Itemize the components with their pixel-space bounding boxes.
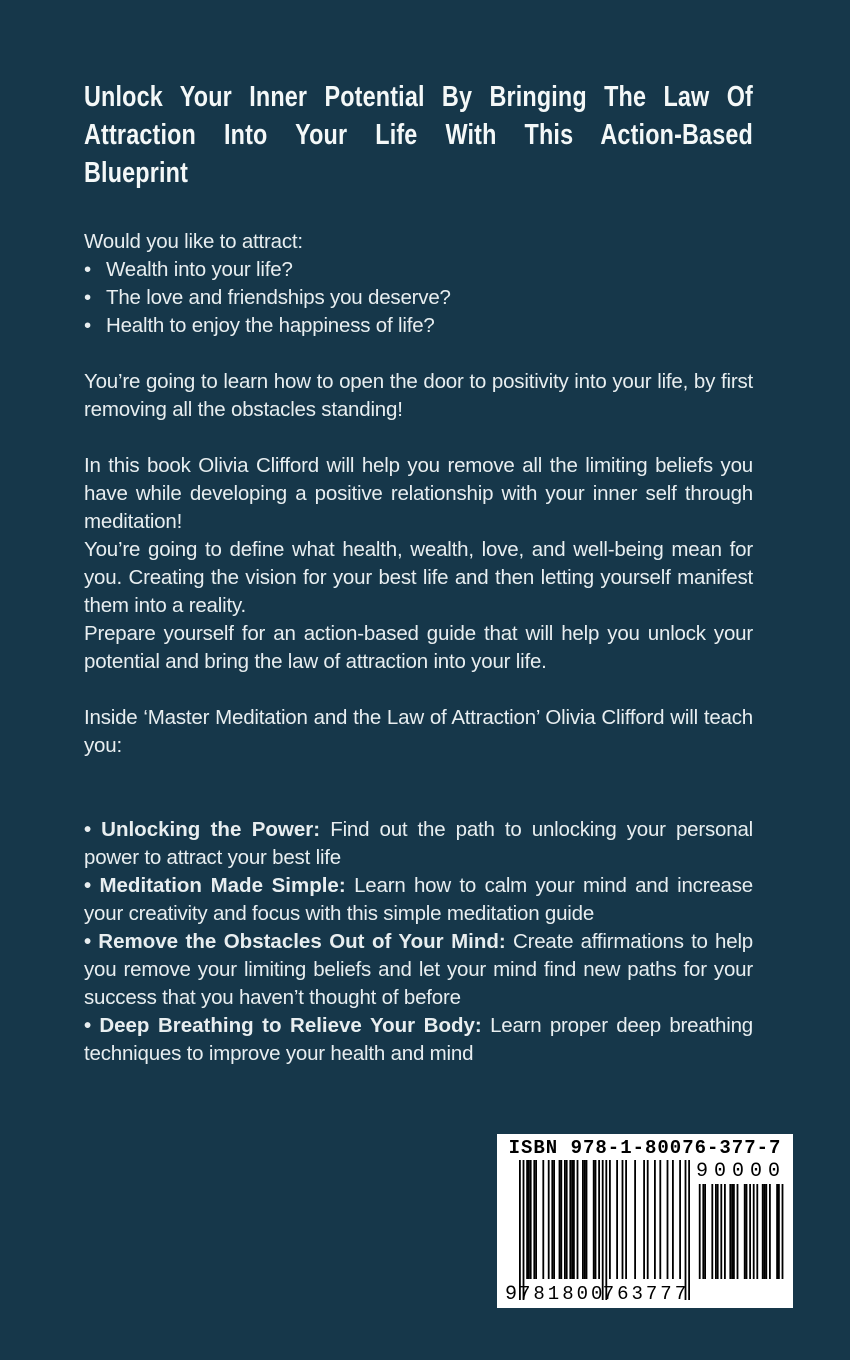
attract-item-text: The love and friendships you deserve? xyxy=(106,286,451,309)
svg-text:781800: 781800 xyxy=(518,1283,606,1301)
back-cover-text-column xyxy=(84,78,753,1068)
svg-text:763777: 763777 xyxy=(602,1283,690,1301)
list-item xyxy=(84,816,753,872)
bullet-icon: • xyxy=(84,818,91,841)
barcode-panel xyxy=(497,1134,793,1308)
headline-line-2: Attraction Into Your Life With This Action-Based xyxy=(84,119,753,151)
barcode-addon xyxy=(696,1160,786,1284)
attract-item-text: Health to enjoy the happiness of life? xyxy=(106,314,435,337)
feature-text: Learn proper deep breathing techniques to improve your health and mind xyxy=(84,1014,754,1065)
feature-title: Meditation Made Simple: xyxy=(99,874,346,897)
feature-title: Unlocking the Power: xyxy=(101,818,321,841)
bullet-icon: • xyxy=(84,258,91,281)
headline xyxy=(84,78,753,192)
ean5-addon-barcode xyxy=(696,1184,784,1279)
headline-line-3: Blueprint xyxy=(84,157,189,189)
isbn-label: ISBN 978-1-80076-377-7 xyxy=(508,1137,782,1159)
features-list xyxy=(84,816,753,1068)
paragraph-define: You’re going to define what health, wealth, love, and well-being mean for you. Creating the vision for your best life and then letting yourself manifest them into a reality. xyxy=(84,538,753,617)
ean13-barcode xyxy=(505,1160,691,1301)
feature-text: Create affirmations to help you remove your limiting beliefs and let your mind find new paths for your success that you haven’t thought of before xyxy=(84,930,753,1009)
headline-line-1: Unlock Your Inner Potential By Bringing The Law Of xyxy=(84,81,753,113)
bullet-icon: • xyxy=(84,1014,91,1037)
list-item xyxy=(84,928,753,1012)
feature-text: Find out the path to unlocking your personal power to attract your best life xyxy=(84,818,754,869)
svg-text:9: 9 xyxy=(505,1283,518,1301)
list-item xyxy=(84,1012,753,1068)
list-item xyxy=(84,312,753,340)
list-item xyxy=(84,284,753,312)
barcode-bars-row xyxy=(497,1160,793,1301)
bullet-icon: • xyxy=(84,930,91,953)
paragraph-inside: Inside ‘Master Meditation and the Law of Attraction’ Olivia Clifford will teach you: xyxy=(84,706,753,757)
addon-price-code: 90000 xyxy=(696,1160,787,1183)
paragraph-group-book xyxy=(84,452,753,676)
bullet-icon: • xyxy=(84,286,91,309)
bullet-icon: • xyxy=(84,314,91,337)
attract-item-text: Wealth into your life? xyxy=(106,258,293,281)
list-item xyxy=(84,256,753,284)
feature-title: Remove the Obstacles Out of Your Mind: xyxy=(98,930,506,953)
list-item xyxy=(84,872,753,928)
paragraph-in-this-book: In this book Olivia Clifford will help you remove all the limiting beliefs you have while developing a positive relationship with your inner self through meditation! xyxy=(84,454,753,533)
bullet-icon: • xyxy=(84,874,91,897)
attract-section xyxy=(84,228,753,340)
attract-intro: Would you like to attract: xyxy=(84,230,303,253)
feature-text: Learn how to calm your mind and increase your creativity and focus with this simple meditation guide xyxy=(84,874,754,925)
paragraph-open-door: You’re going to learn how to open the door to positivity into your life, by first removing all the obstacles standing! xyxy=(84,370,753,421)
paragraph-prepare: Prepare yourself for an action-based guide that will help you unlock your potential and bring the law of attraction into your life. xyxy=(84,622,753,673)
feature-title: Deep Breathing to Relieve Your Body: xyxy=(99,1014,482,1037)
